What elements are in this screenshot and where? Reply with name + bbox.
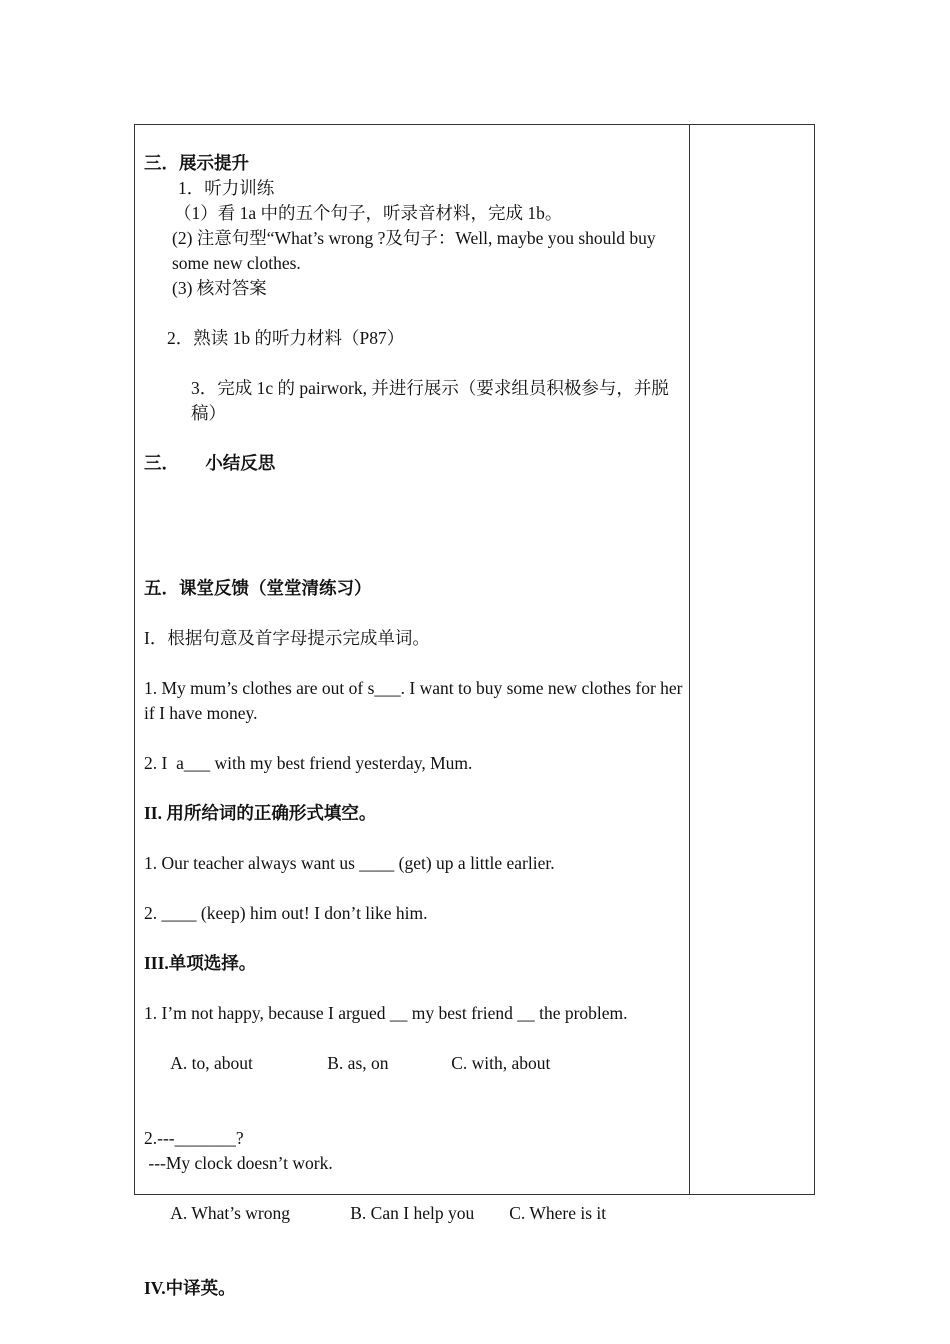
main-cell bbox=[144, 151, 687, 1301]
part2-question-1: 1. Our teacher always want us ____ (get) up a little earlier. bbox=[144, 853, 555, 873]
part2-title: II. 用所给词的正确形式填空。 bbox=[144, 803, 377, 823]
reading-item: 2．熟读 1b 的听力材料（P87） bbox=[167, 328, 405, 348]
section5-heading: 五．课堂反馈（堂堂清练习） bbox=[144, 578, 372, 598]
option-b: B. as, on bbox=[327, 1053, 389, 1073]
option-b: B. Can I help you bbox=[350, 1203, 475, 1223]
option-c: C. with, about bbox=[451, 1053, 551, 1073]
listening-item: 1．听力训练 bbox=[178, 178, 275, 198]
section3-heading: 三．展示提升 bbox=[144, 153, 249, 173]
part3-question-2-options bbox=[144, 1176, 684, 1251]
part1-question-1: 1. My mum’s clothes are out of s___. I want to buy some new clothes for her if I have money. bbox=[144, 678, 687, 723]
column-divider bbox=[689, 125, 690, 1194]
part1-question-2: 2. I a___ with my best friend yesterday, Mum. bbox=[144, 753, 473, 773]
option-a: A. to, about bbox=[170, 1053, 253, 1073]
part4-title: IV.中译英。 bbox=[144, 1278, 236, 1298]
summary-heading: 三． 小结反思 bbox=[144, 453, 276, 473]
option-a: A. What’s wrong bbox=[170, 1203, 290, 1223]
part3-question-2-response: ---My clock doesn’t work. bbox=[144, 1153, 333, 1173]
listening-sub1: （1）看 1a 中的五个句子，听录音材料，完成 1b。 bbox=[174, 203, 563, 223]
part3-question-1: 1. I’m not happy, because I argued __ my best friend __ the problem. bbox=[144, 1003, 628, 1023]
option-c: C. Where is it bbox=[509, 1203, 607, 1223]
part2-question-2: 2. ____ (keep) him out! I don’t like him. bbox=[144, 903, 428, 923]
part1-title: I．根据句意及首字母提示完成单词。 bbox=[144, 628, 430, 648]
part3-title: III.单项选择。 bbox=[144, 953, 257, 973]
listening-sub2: (2) 注意句型“What’s wrong ?及句子：Well, maybe you should buy some new clothes. bbox=[172, 228, 661, 273]
part3-question-2: 2.---_______? bbox=[144, 1128, 244, 1148]
document-table bbox=[134, 124, 815, 1298]
part3-question-1-options bbox=[144, 1026, 684, 1101]
pairwork-item: 3．完成 1c 的 pairwork, 并进行展示（要求组员积极参与，并脱稿） bbox=[191, 378, 669, 423]
listening-sub3: (3) 核对答案 bbox=[172, 278, 267, 298]
